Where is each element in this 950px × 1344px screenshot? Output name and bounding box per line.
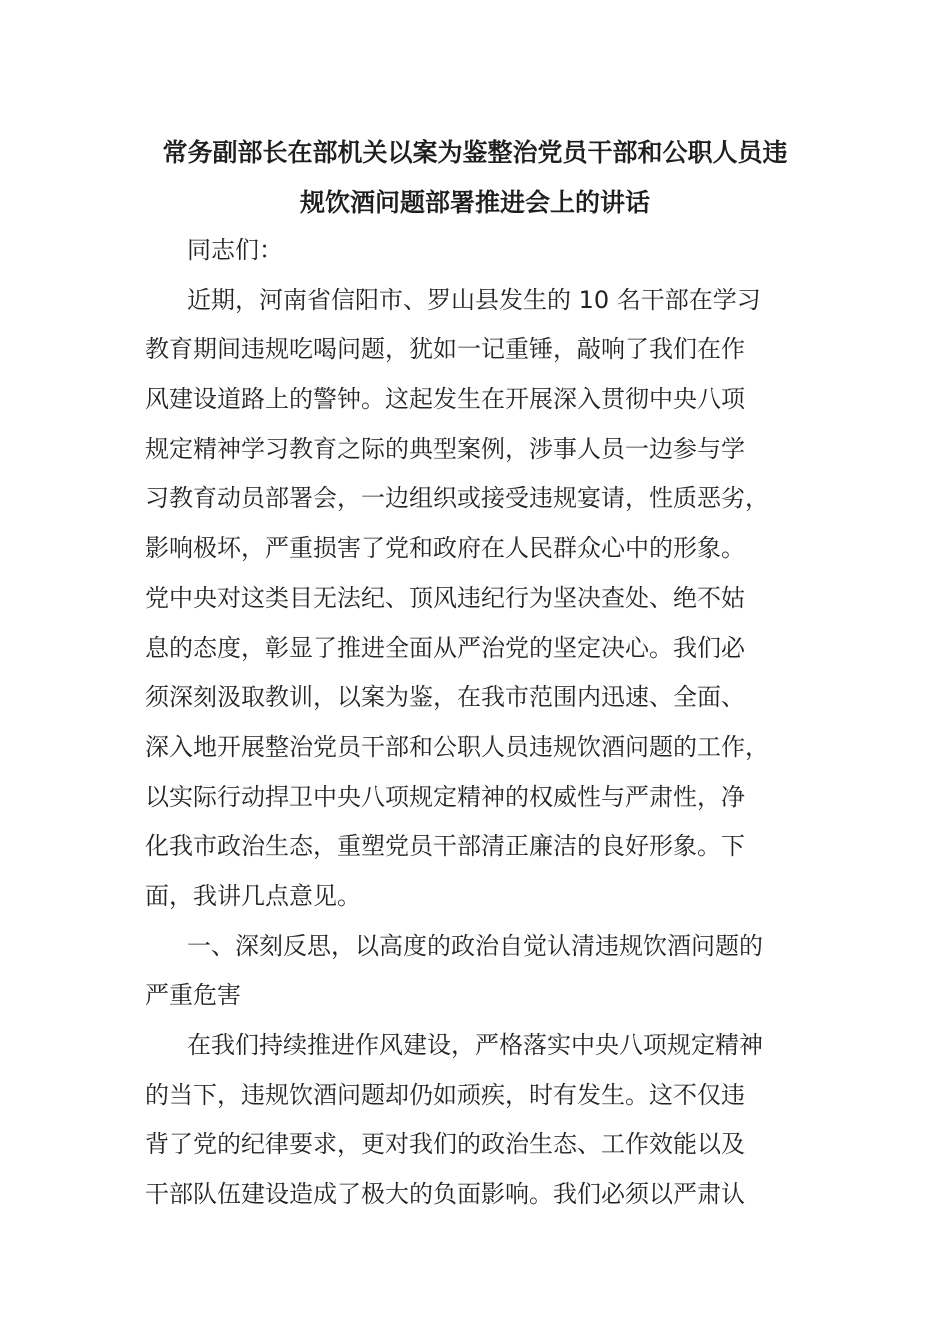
section-heading-line: 一、深刻反思，以高度的政治自觉认清违规饮酒问题的	[187, 931, 763, 960]
paragraph-line: 化我市政治生态，重塑党员干部清正廉洁的良好形象。下	[145, 832, 745, 861]
section-heading-line: 严重危害	[145, 981, 241, 1010]
paragraph-line: 背了党的纪律要求，更对我们的政治生态、工作效能以及	[145, 1130, 745, 1159]
document-body	[145, 226, 825, 1220]
salutation: 同志们：	[187, 236, 283, 264]
paragraph-line: 以实际行动捍卫中央八项规定精神的权威性与严肃性，净	[145, 782, 745, 811]
paragraph-line: 须深刻汲取教训，以案为鉴，在我市范围内迅速、全面、	[145, 683, 745, 712]
paragraph-line: 面，我讲几点意见。	[145, 881, 361, 910]
paragraph-line: 息的态度，彰显了推进全面从严治党的坚定决心。我们必	[145, 633, 745, 662]
paragraph-line: 风建设道路上的警钟。这起发生在开展深入贯彻中央八项	[145, 385, 745, 414]
paragraph-line: 在我们持续推进作风建设，严格落实中央八项规定精神	[187, 1031, 763, 1059]
paragraph-line: 深入地开展整治党员干部和公职人员违规饮酒问题的工作，	[145, 732, 769, 761]
paragraph-line: 影响极坏，严重损害了党和政府在人民群众心中的形象。	[145, 534, 745, 563]
paragraph-line: 教育期间违规吃喝问题，犹如一记重锤，敲响了我们在作	[145, 335, 745, 364]
title-line-2: 规饮酒问题部署推进会上的讲话	[299, 188, 650, 217]
paragraph-line: 规定精神学习教育之际的典型案例，涉事人员一边参与学	[145, 434, 745, 463]
title-line-1: 常务副部长在部机关以案为鉴整治党员干部和公职人员违	[162, 138, 788, 167]
paragraph-line: 近期，河南省信阳市、罗山县发生的 10 名干部在学习	[187, 285, 761, 314]
paragraph-line: 党中央对这类目无法纪、顶风违纪行为坚决查处、绝不姑	[145, 583, 745, 612]
paragraph-line: 干部队伍建设造成了极大的负面影响。我们必须以严肃认	[145, 1180, 745, 1209]
document-title	[145, 128, 805, 228]
paragraph-line: 的当下，违规饮酒问题却仍如顽疾，时有发生。这不仅违	[145, 1080, 745, 1109]
paragraph-line: 习教育动员部署会，一边组织或接受违规宴请，性质恶劣，	[145, 484, 769, 513]
